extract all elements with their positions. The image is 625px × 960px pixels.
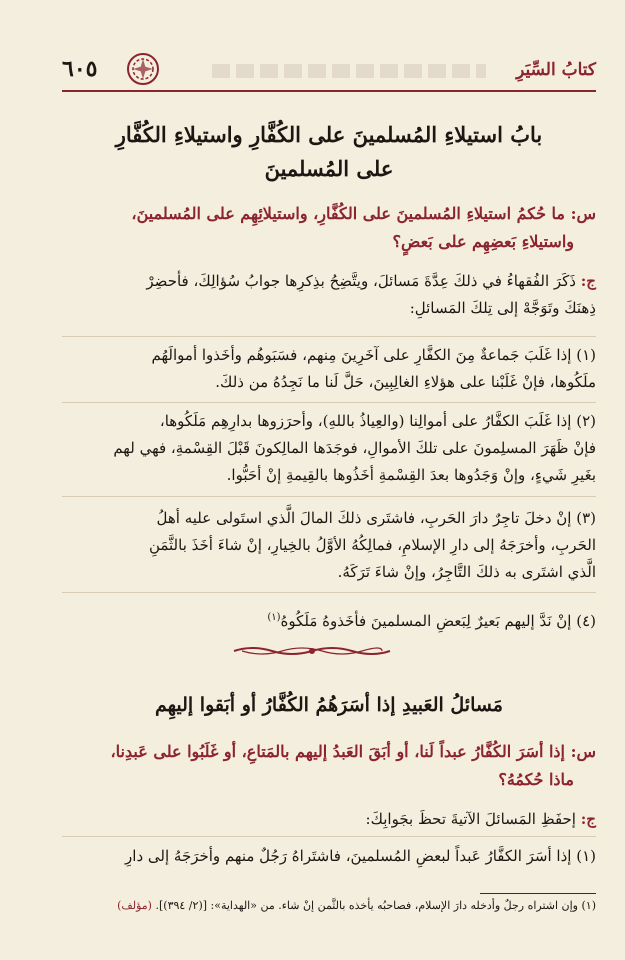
item-2-line3: بغَيرِ شَيءٍ، وإنْ وَجَدُوها بعدَ القِسْمةِ أخَذُوها بالقِيمةِ إنْ أحَبُّوا. <box>226 466 596 484</box>
answer-1-line2: ذِهنَكَ وتَوَجَّهْ إلى تِلكَ المَسائلِ: <box>409 299 596 317</box>
decorative-divider-icon <box>232 644 392 658</box>
question-2-line2: ماذا حُكمُهُ؟ <box>498 770 574 789</box>
answer-1-line1: ذَكَرَ الفُقهاءُ في ذلكَ عِدَّةَ مَسائلَ، ويتَّضِحُ بذِكرِها جوابُ سُؤالِكَ، فأحضِرْ <box>146 272 576 290</box>
footnote-reference: (١) <box>267 612 281 623</box>
footnote-author-tag: (مؤلف) <box>117 899 152 912</box>
question-1 <box>62 200 596 256</box>
answer-1 <box>62 268 596 322</box>
question-marker: س: <box>570 204 596 223</box>
book-title: كتابُ السِّيَرِ <box>516 60 596 80</box>
header-rule <box>62 90 596 92</box>
question-marker: س: <box>570 742 596 761</box>
item-3-line3: الَّذي اشتَرى به ذلكَ التَّاجِرُ، وإنْ شاءَ تَرَكَهُ. <box>337 563 596 581</box>
running-header <box>62 50 596 94</box>
ornament-icon <box>126 52 160 86</box>
question-1-line1: ما حُكمُ استيلاءِ المُسلمينَ على الكُفَّارِ، واستيلائِهِم على المُسلمينَ، <box>131 204 565 223</box>
item-1-line1: (١) إذا غَلَبَ جَماعةٌ مِنَ الكفَّارِ على آخَرِينَ مِنهم، فسَبَوهُم وأخَذوا أموالَهُم <box>151 346 596 364</box>
section-2-heading <box>62 688 596 722</box>
separator <box>62 336 596 337</box>
page-number: ٦٠٥ <box>62 56 98 82</box>
question-1-line2: واستيلاءِ بَعضِهِم على بَعضٍ؟ <box>392 232 574 251</box>
chapter-title-line2: على المُسلمينَ <box>264 156 394 181</box>
answer-2-item-1 <box>62 843 596 870</box>
chapter-title-line1: بابُ استيلاءِ المُسلمينَ على الكُفَّارِ واستيلاءِ الكُفَّارِ <box>115 122 543 147</box>
item-3-line2: الحَربِ، وأخرَجَهُ إلى دارِ الإسلامِ، فمالِكُهُ الأوَّلُ بالخِيارِ، إنْ شاءَ أخَذَ بالثَّمَنِ <box>148 536 596 554</box>
item-1 <box>62 342 596 396</box>
answer-2-item-1-line1: (١) إذا أسَرَ الكفَّارُ عَبداً لبعضِ المُسلمينَ، فاشتَراهُ رَجُلٌ منهم وأخرَجَهُ إلى دارِ <box>125 847 596 865</box>
chapter-heading <box>62 118 596 186</box>
question-2-line1: إذا أسَرَ الكُفَّارُ عبداً لَنا، أو أبَقَ العَبدُ إليهم بالمَتاعِ، أو غَلَبُوا على عَبدِنا، <box>110 742 565 761</box>
footnote <box>62 898 596 914</box>
item-2-line1: (٢) إذا غَلَبَ الكفَّارُ على أموالِنا (والعِياذُ باللهِ)، وأحرَزوها بدارِهِم مَلَكُوها، <box>159 412 596 430</box>
separator <box>62 836 596 837</box>
separator <box>62 402 596 403</box>
item-1-line2: ملَكُوها، فإنْ غَلَبْنا على هؤلاءِ الغالِبِينَ، حَلَّ لَنا ما نَجِدُهُ من ذلكَ. <box>215 373 596 391</box>
item-4-line1: (٤) إنْ نَدَّ إليهم بَعيرٌ لِبَعضِ المسلمينَ فأخَذوهُ مَلَكُوهُ <box>280 612 596 630</box>
separator <box>62 592 596 593</box>
answer-marker: ج: <box>580 810 596 828</box>
footnote-rule <box>480 893 596 894</box>
item-2-line2: فإنْ ظَهَرَ المسلِمونَ على تلكَ الأموالِ، فوجَدَها المالِكونَ قَبْلَ القِسْمةِ، فهي لهم <box>113 439 596 457</box>
answer-2-line1: إحفَظِ المَسائلَ الآتيةَ تحظَ بجَوابِكَ: <box>365 810 576 828</box>
item-3 <box>62 505 596 586</box>
section-2-title: مَسائلُ العَبيدِ إذا أسَرَهُمُ الكُفَّارُ أو أبَقوا إليهِم <box>154 694 503 716</box>
separator <box>62 496 596 497</box>
answer-2 <box>62 806 596 833</box>
faint-header-ornament <box>212 64 486 78</box>
question-2 <box>62 738 596 794</box>
answer-marker: ج: <box>580 272 596 290</box>
item-3-line1: (٣) إنْ دخلَ تاجِرٌ دارَ الحَربِ، فاشتَرى ذلكَ المالَ الَّذي استَولى عليه أهلُ <box>156 509 596 527</box>
footnote-text: (١) وإن اشتراه رجلٌ وأدخله دارَ الإسلام، فصاحبُه يأخذه بالثَّمن إنْ شاء. من «الهداية»: [(٢/ ٣٩٤)]. <box>155 899 596 912</box>
item-4 <box>62 604 596 635</box>
item-2 <box>62 408 596 489</box>
